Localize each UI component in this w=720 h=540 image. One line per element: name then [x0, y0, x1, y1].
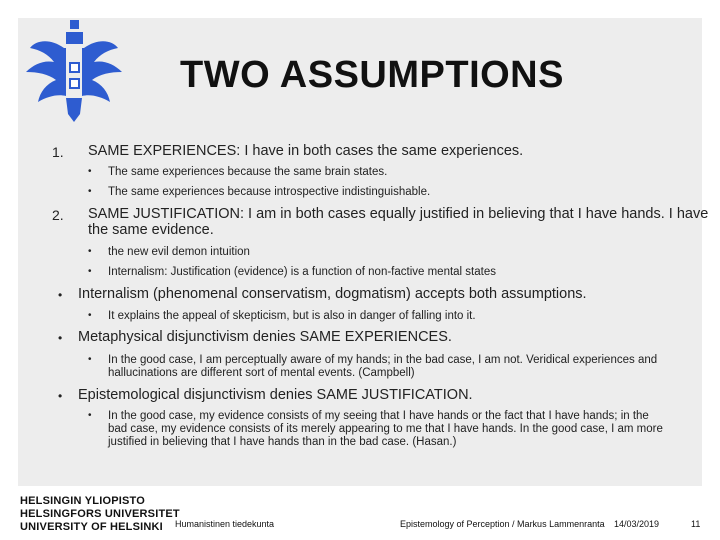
sub-bullet-text: Internalism: Justification (evidence) is a function of non-factive mental states	[108, 266, 496, 278]
assumption-text: SAME EXPERIENCES: I have in both cases the same experiences.	[88, 143, 524, 159]
footer-faculty: Humanistinen tiedekunta	[175, 519, 275, 529]
bullet-icon: •	[88, 266, 92, 277]
sub-bullet-text: In the good case, my evidence consists of my seeing that I have hands or the fact that I have hands; in the	[108, 410, 649, 422]
bullet-icon: •	[88, 410, 92, 421]
list-number: 2.	[52, 207, 64, 223]
wordmark-line: HELSINGFORS UNIVERSITET	[20, 508, 180, 520]
point-text: Internalism (phenomenal conservatism, dogmatism) accepts both assumptions.	[78, 286, 587, 302]
wordmark-line: UNIVERSITY OF HELSINKI	[20, 521, 163, 533]
footer-page-number: 11	[691, 519, 701, 529]
footer-date: 14/03/2019	[614, 519, 660, 529]
bullet-icon: •	[88, 186, 92, 197]
sub-bullet-text: bad case, my evidence consists of its merely appearing to me that I have hands. In the good case, I am more	[108, 423, 663, 435]
bullet-icon: •	[58, 331, 63, 345]
bullet-icon: •	[88, 246, 92, 257]
university-wordmark	[20, 495, 180, 534]
point-text: Epistemological disjunctivism denies SAME JUSTIFICATION.	[78, 387, 473, 403]
sub-bullet-text: the new evil demon intuition	[108, 246, 250, 258]
footer-course: Epistemology of Perception / Markus Lammenranta	[400, 519, 605, 529]
list-number: 1.	[52, 144, 64, 160]
bullet-icon: •	[88, 354, 92, 365]
bullet-icon: •	[88, 166, 92, 177]
slide-title: TWO ASSUMPTIONS	[180, 54, 564, 96]
point-text: Metaphysical disjunctivism denies SAME EXPERIENCES.	[78, 329, 452, 345]
sub-bullet-text: It explains the appeal of skepticism, but is also in danger of falling into it.	[108, 310, 476, 322]
sub-bullet-text: justified in believing that I have hands than in the bad case. (Hasan.)	[108, 436, 457, 448]
sub-bullet-text: hallucinations are different sort of mental events. (Campbell)	[108, 367, 415, 379]
assumption-text-line: the same evidence.	[88, 222, 214, 238]
bullet-icon: •	[88, 310, 92, 321]
wordmark-line: HELSINGIN YLIOPISTO	[20, 495, 146, 507]
bullet-icon: •	[58, 288, 63, 302]
sub-bullet-text: The same experiences because the same brain states.	[108, 166, 388, 178]
sub-bullet-text: In the good case, I am perceptually aware of my hands; in the bad case, I am not. Veridical experiences and	[108, 354, 658, 366]
sub-bullet-text: The same experiences because introspective indistinguishable.	[108, 186, 431, 198]
university-logo-icon	[14, 18, 136, 128]
assumption-text-line: SAME JUSTIFICATION: I am in both cases equally justified in believing that I have hands. I have	[88, 206, 709, 222]
bullet-icon: •	[58, 389, 63, 403]
